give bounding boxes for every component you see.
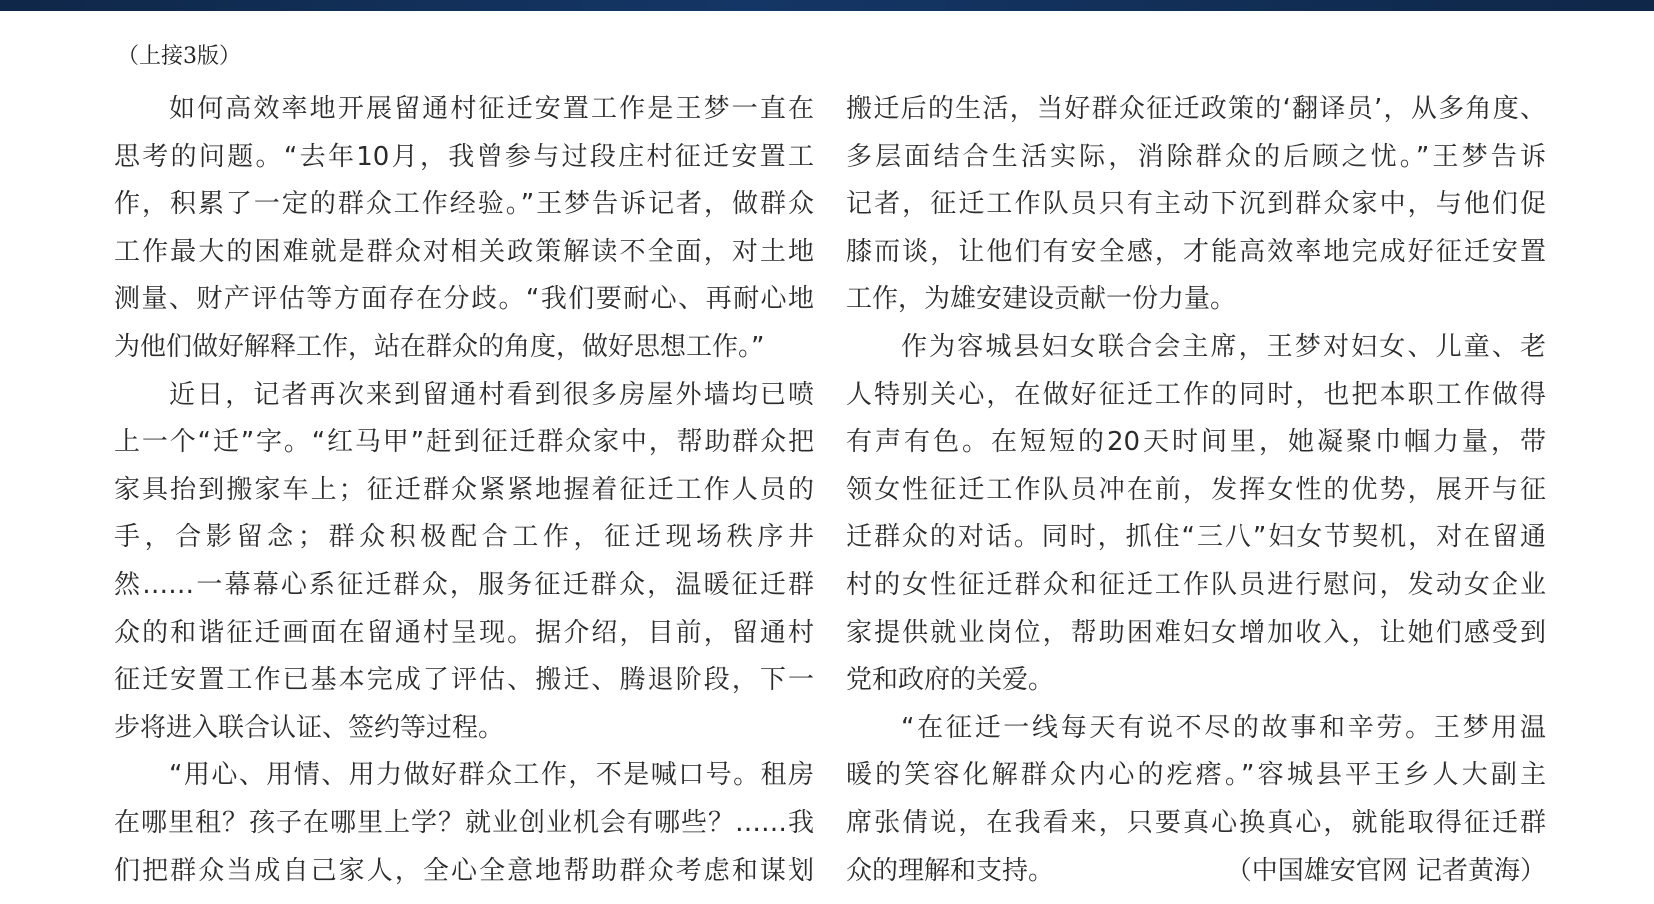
text-line: 有声有色。在短短的20天时间里，她凝聚巾帼力量，带 (846, 427, 1546, 458)
text-line: 作为容城县妇女联合会主席，王梦对妇女、儿童、老 (901, 331, 1546, 362)
text-line: 工作，为雄安建设贡献一份力量。 (846, 284, 1237, 315)
article-left-column (114, 86, 814, 895)
text-line: 家提供就业岗位，帮助困难妇女增加收入，让她们感受到 (846, 617, 1546, 648)
text-line: 手，合影留念；群众积极配合工作，征迁现场秩序井 (114, 522, 814, 553)
text-line: 领女性征迁工作队员冲在前，发挥女性的优势，展开与征 (846, 474, 1546, 505)
text-line: 家具抬到搬家车上；征迁群众紧紧地握着征迁工作人员的 (114, 474, 814, 505)
text-line: 作，积累了一定的群众工作经验。”王梦告诉记者，做群众 (114, 189, 814, 220)
closing-line-with-byline (846, 848, 1546, 896)
text-line: 搬迁后的生活，当好群众征迁政策的‘翻译员’，从多角度、 (846, 94, 1546, 124)
header-color-bar (0, 0, 1654, 11)
text-line: 席张倩说，在我看来，只要真心换真心，就能取得征迁群 (846, 807, 1546, 838)
text-line: 暖的笑容化解群众内心的疙瘩。”容城县平王乡人大副主 (846, 760, 1546, 791)
text-line: 征迁安置工作已基本完成了评估、搬迁、腾退阶段，下一 (114, 665, 814, 696)
text-line: 测量、财产评估等方面存在分歧。“我们要耐心、再耐心地 (114, 284, 814, 315)
text-line: 上一个“迁”字。“红马甲”赶到征迁群众家中，帮助群众把 (114, 427, 814, 458)
closing-text: 众的理解和支持。 (846, 855, 1055, 886)
text-line: 们把群众当成自己家人，全心全意地帮助群众考虑和谋划 (114, 855, 814, 886)
text-line: 党和政府的关爱。 (846, 665, 1055, 696)
continued-from-note: （上接3版） (117, 44, 241, 69)
article-right-column (846, 86, 1546, 895)
text-line: 记者，征迁工作队员只有主动下沉到群众家中，与他们促 (846, 189, 1546, 220)
text-line: 众的和谐征迁画面在留通村呈现。据介绍，目前，留通村 (114, 617, 814, 648)
text-line: “在征迁一线每天有说不尽的故事和辛劳。王梦用温 (901, 712, 1546, 743)
author-byline: （中国雄安官网 记者黄海） (1225, 855, 1546, 886)
text-line: 多层面结合生活实际，消除群众的后顾之忧。”王梦告诉 (846, 141, 1546, 172)
text-line: 思考的问题。“去年10月，我曾参与过段庄村征迁安置工 (114, 141, 814, 172)
text-line: 为他们做好解释工作，站在群众的角度，做好思想工作。” (114, 331, 765, 362)
text-line: “用心、用情、用力做好群众工作，不是喊口号。租房 (169, 760, 814, 791)
text-line: 如何高效率地开展留通村征迁安置工作是王梦一直在 (169, 94, 814, 124)
text-line: 迁群众的对话。同时，抓住“三八”妇女节契机，对在留通 (846, 522, 1546, 553)
text-line: 步将进入联合认证、签约等过程。 (114, 712, 505, 743)
text-line: 工作最大的困难就是群众对相关政策解读不全面，对土地 (114, 236, 814, 267)
text-line: 人特别关心，在做好征迁工作的同时，也把本职工作做得 (846, 379, 1546, 410)
text-line: 近日，记者再次来到留通村看到很多房屋外墙均已喷 (169, 379, 814, 410)
text-line: 在哪里租？孩子在哪里上学？就业创业机会有哪些？……我 (114, 807, 814, 838)
text-line: 膝而谈，让他们有安全感，才能高效率地完成好征迁安置 (846, 236, 1546, 267)
text-line: 然……一幕幕心系征迁群众，服务征迁群众，温暖征迁群 (114, 569, 814, 600)
text-line: 村的女性征迁群众和征迁工作队员进行慰问，发动女企业 (846, 569, 1546, 600)
